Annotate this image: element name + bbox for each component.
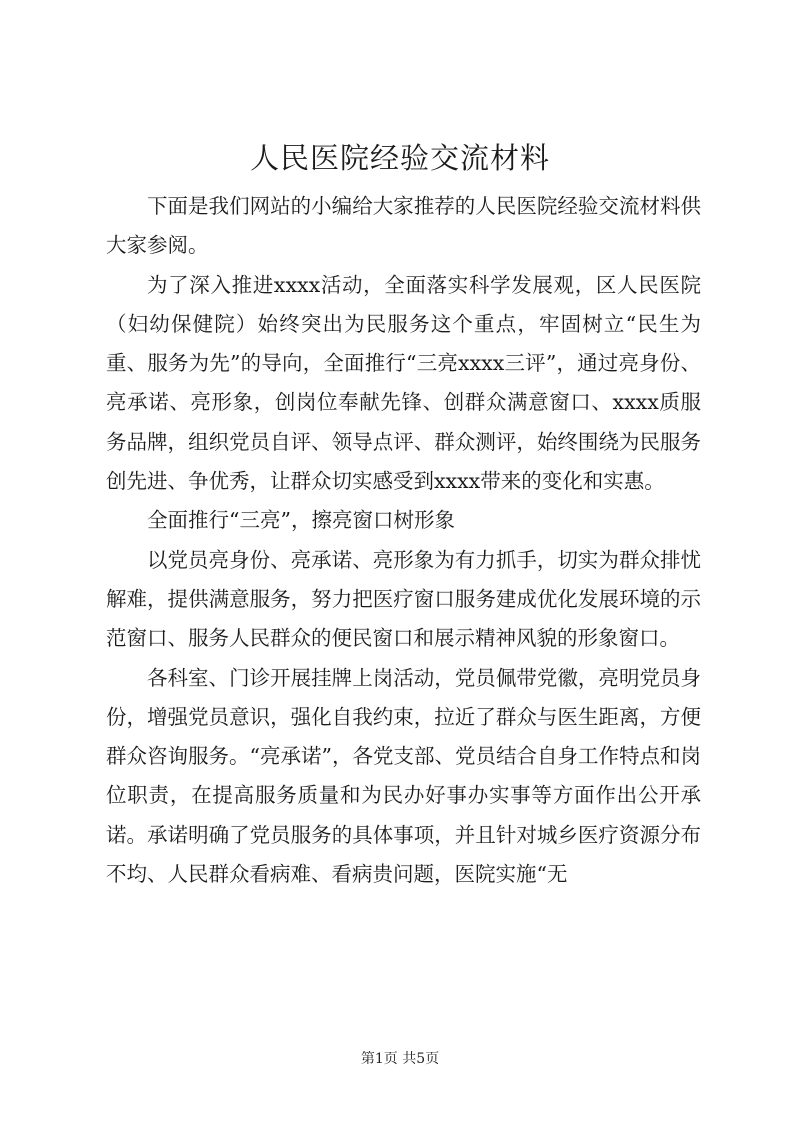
- paragraph-overview: 为了深入推进xxxx活动，全面落实科学发展观，区人民医院（妇幼保健院）始终突出为民服务这个重点，牢固树立“民生为重、服务为先”的导向，全面推行“三亮xxxx三评”，通过亮身份、亮承诺、亮形象，创岗位奉献先锋、创群众满意窗口、xxxx质服务品牌，组织党员自评、领导点评、群众测评，始终围绕为民服务创先进、争优秀，让群众切实感受到xxxx带来的变化和实惠。: [106, 272, 701, 494]
- paragraph-window-service: 以党员亮身份、亮承诺、亮形象为有力抓手，切实为群众排忧解难，提供满意服务，努力把医疗窗口服务建成优化发展环境的示范窗口、服务人民群众的便民窗口和展示精神风貌的形象窗口。: [106, 547, 701, 651]
- paragraph-intro: 下面是我们网站的小编给大家推荐的人民医院经验交流材料供大家参阅。: [106, 194, 701, 258]
- paragraph-departments: 各科室、门诊开展挂牌上岗活动，党员佩带党徽，亮明党员身份，增强党员意识，强化自我约束，拉近了群众与医生距离，方便群众咨询服务。“亮承诺”，各党支部、党员结合自身工作特点和岗位职责，在提高服务质量和为民办好事办实事等方面作出公开承诺。承诺明确了党员服务的具体事项，并且针对城乡医疗资源分布不均、人民群众看病难、看病贵问题，医院实施“无: [106, 665, 701, 887]
- document-body: [106, 187, 701, 894]
- document-title: 人民医院经验交流材料: [249, 141, 550, 175]
- page-footer: 第1页 共5页: [360, 1051, 440, 1067]
- paragraph-heading-three-liang: 全面推行“三亮”，擦亮窗口树形象: [147, 508, 455, 533]
